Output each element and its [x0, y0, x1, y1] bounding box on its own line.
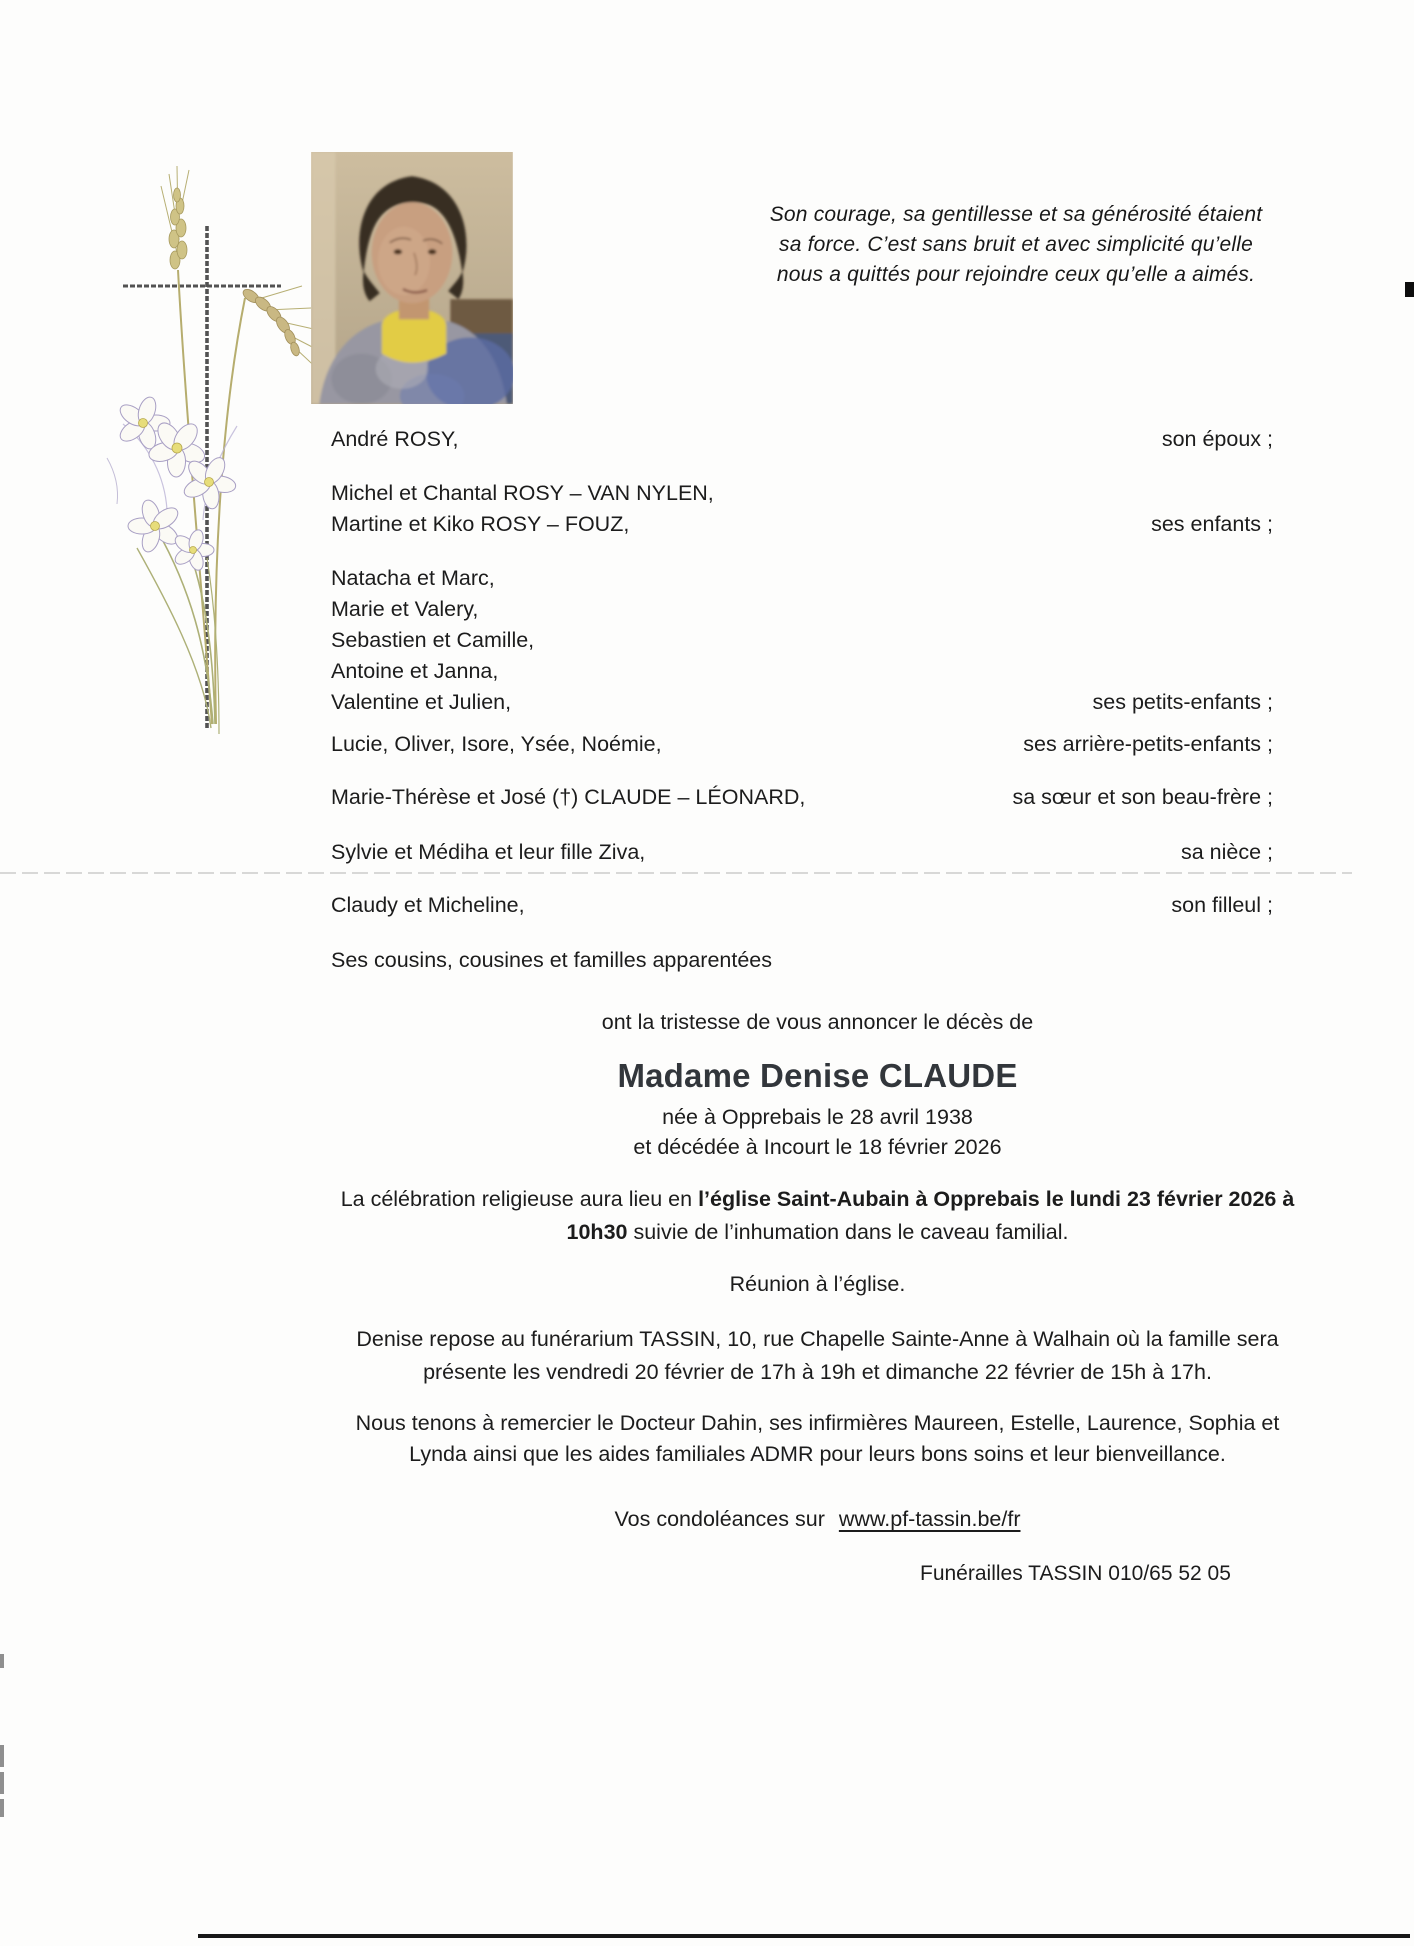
- deceased-dates: [330, 1102, 1305, 1162]
- ceremony-text-bold: l’église Saint-Aubain à Opprebais le lundi 23 février 2026 à 10h30: [566, 1187, 1295, 1244]
- deceased-death: et décédée à Incourt le 18 février 2026: [633, 1135, 1002, 1159]
- family-name: Martine et Kiko ROSY – FOUZ,: [331, 512, 630, 536]
- cross-wheat-flowers-illustration-icon: [95, 128, 335, 748]
- family-name: Natacha et Marc,: [331, 566, 495, 590]
- deceased-birth: née à Opprebais le 28 avril 1938: [662, 1105, 973, 1129]
- family-name: Lucie, Oliver, Isore, Ysée, Noémie,: [331, 732, 662, 756]
- ceremony-text: suivie de l’inhumation dans le caveau familial.: [627, 1220, 1069, 1244]
- family-relation: sa sœur et son beau-frère ;: [1012, 785, 1273, 809]
- family-relation: ses petits-enfants ;: [1092, 690, 1273, 714]
- family-row-great-grandchildren: [331, 729, 1273, 760]
- funeral-home-contact: Funérailles TASSIN 010/65 52 05: [920, 1562, 1231, 1585]
- condolences-url: www.pf-tassin.be/fr: [838, 1507, 1021, 1531]
- condolences-line: [330, 1503, 1305, 1536]
- announcement-line: ont la tristesse de vous annoncer le décès de: [601, 1010, 1034, 1034]
- epitaph-line: Son courage, sa gentillesse et sa générosité étaient: [769, 203, 1263, 226]
- family-relation: ses enfants ;: [1151, 512, 1273, 536]
- scan-artifact-left-edge: [0, 1745, 4, 1767]
- family-row-niece: [331, 837, 1273, 868]
- ceremony-text: La célébration religieuse aura lieu en: [340, 1187, 699, 1211]
- family-name: Ses cousins, cousines et familles apparentées: [331, 948, 772, 972]
- ceremony-paragraph: [330, 1183, 1305, 1249]
- family-row-children: [331, 478, 1273, 540]
- family-name: Sylvie et Médiha et leur fille Ziva,: [331, 840, 646, 864]
- scan-artifact-bottom-line: [198, 1934, 1410, 1938]
- family-relation: son époux ;: [1161, 427, 1273, 451]
- funerarium-paragraph: Denise repose au funérarium TASSIN, 10, rue Chapelle Sainte-Anne à Walhain où la famille sera présente les vendredi 20 février de 17h à 19h et dimanche 22 février de 15h à 17h.: [356, 1327, 1279, 1384]
- reunion-line: Réunion à l’église.: [729, 1272, 906, 1296]
- scan-artifact-left-edge: [0, 1772, 4, 1794]
- family-row-cousins: [331, 945, 1273, 976]
- family-relation: ses arrière-petits-enfants ;: [1023, 732, 1273, 756]
- deceased-name: Madame Denise CLAUDE: [617, 1057, 1018, 1094]
- family-relation: son filleul ;: [1171, 893, 1273, 917]
- condolences-label: Vos condoléances sur: [614, 1507, 825, 1531]
- family-name: Valentine et Julien,: [331, 690, 512, 714]
- family-name: Antoine et Janna,: [331, 659, 499, 683]
- scan-artifact-right-edge: [1405, 282, 1414, 297]
- scan-artifact-left-edge: [0, 1799, 4, 1817]
- thanks-paragraph: Nous tenons à remercier le Docteur Dahin, ses infirmières Maureen, Estelle, Laurence, Sophia et Lynda ainsi que les aides familiales ADMR pour leurs bons soins et leur bienveillance.: [355, 1411, 1280, 1466]
- epitaph-line: sa force. C’est sans bruit et avec simplicité qu’elle: [779, 233, 1253, 256]
- family-row-godson: [331, 890, 1273, 921]
- family-name: André ROSY,: [331, 427, 459, 451]
- family-name: Michel et Chantal ROSY – VAN NYLEN,: [331, 481, 714, 505]
- family-row-grandchildren: [331, 563, 1273, 718]
- epitaph-line: nous a quittés pour rejoindre ceux qu’elle a aimés.: [776, 263, 1256, 286]
- family-row-spouse: [331, 424, 1273, 455]
- portrait-photo: [311, 152, 513, 404]
- scan-fold-line: [0, 872, 1352, 874]
- scan-artifact-left-edge: [0, 1654, 4, 1668]
- epitaph-quote: [740, 200, 1292, 290]
- family-name: Sebastien et Camille,: [331, 628, 535, 652]
- family-row-sister: [331, 782, 1273, 813]
- family-name: Marie-Thérèse et José (†) CLAUDE – LÉONARD,: [331, 785, 806, 809]
- family-name: Marie et Valery,: [331, 597, 479, 621]
- family-name: Claudy et Micheline,: [331, 893, 525, 917]
- family-relation: sa nièce ;: [1180, 840, 1273, 864]
